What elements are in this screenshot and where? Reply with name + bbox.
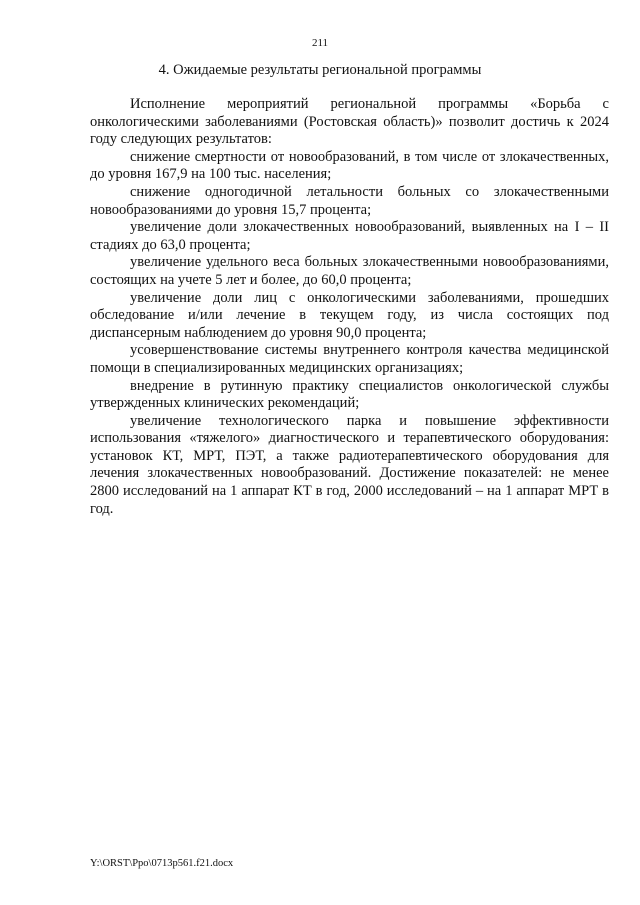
result-item: усовершенствование системы внутреннего контроля качества медицинской помощи в специализированных медицинских организациях; [90,342,609,376]
intro-paragraph: Исполнение мероприятий региональной программы «Борьба с онкологическими заболеваниями (Ростовская область)» позволит достичь к 2024 году следующих результатов: [90,96,609,148]
section-heading: 4. Ожидаемые результаты региональной программы [158,62,482,78]
result-item: увеличение доли лиц с онкологическими заболеваниями, прошедших обследование и/или лечение в текущем году, из числа состоящих под диспансерным наблюдением до уровня 90,0 процента; [90,289,609,341]
result-item: внедрение в рутинную практику специалистов онкологической службы утвержденных клинических рекомендаций; [90,377,609,412]
result-item: снижение одногодичной летальности больных со злокачественными новообразованиями до уровня 15,7 процента; [90,183,609,218]
result-item: увеличение доли злокачественных новообразований, выявленных на I – II стадиях до 63,0 процента; [90,219,609,253]
page-number: 211 [311,37,329,49]
result-item: увеличение технологического парка и повышение эффективности использования «тяжелого» диагностического и терапевтического оборудования: установок КТ, МРТ, ПЭТ, а также радиотерапевтического оборудования для лечения злокачественных новообразований. Достижение показателей: не менее 2800 исследований на 1 аппарат КТ в год, 2000 исследований – на 1 аппарат МРТ в год. [90,412,609,517]
document-body [90,96,609,518]
footer-file-path: Y:\ORST\Ppo\0713p561.f21.docx [90,858,234,869]
result-item: увеличение удельного веса больных злокачественными новообразованиями, состоящих на учете 5 лет и более, до 60,0 процента; [90,254,609,288]
result-item: снижение смертности от новообразований, в том числе от злокачественных, до уровня 167,9 на 100 тыс. населения; [90,148,609,183]
